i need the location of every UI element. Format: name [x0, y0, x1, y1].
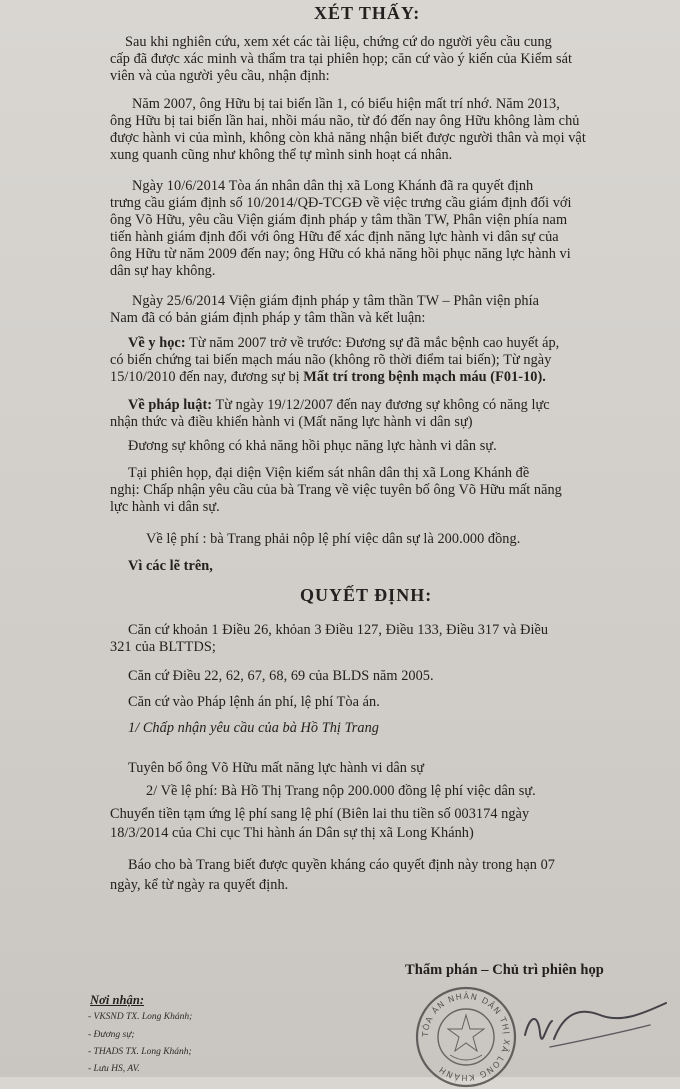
recipient-item: - Đương sự;	[88, 1030, 135, 1040]
recipient-item: - Lưu HS, AV.	[88, 1064, 140, 1074]
diagnosis: Mất trí trong bệnh mạch máu (F01-10).	[303, 369, 546, 385]
paragraph-fee: Về lệ phí : bà Trang phải nộp lệ phí việc dân sự là 200.000 đồng.	[146, 531, 521, 547]
paragraph-no-recovery: Đương sự không có khả năng hồi phục năng lực hành vi dân sự.	[128, 438, 497, 454]
decision-item-1: 1/ Chấp nhận yêu cầu của bà Hồ Thị Trang	[128, 720, 380, 736]
text-line: ngày, kể từ ngày ra quyết định.	[110, 877, 289, 893]
text-line: tiến hành giám định đối với ông Hữu để xác định năng lực hành vi dân sự của	[110, 229, 559, 245]
text-line: ông Võ Hữu, yêu cầu Viện giám định pháp y tâm thần TW, Phân viện phía nam	[110, 212, 568, 228]
recipient-item: - THADS TX. Long Khánh;	[88, 1047, 192, 1057]
label-legal: Về pháp luật:	[128, 397, 213, 413]
text-line: 18/3/2014 của Chi cục Thi hành án Dân sự thị xã Long Khánh)	[110, 825, 474, 841]
text-line: Sau khi nghiên cứu, xem xét các tài liệu, chứng cứ do người yêu cầu cung	[125, 34, 552, 50]
svg-text:TÒA ÁN NHÂN DÂN THỊ XÃ LONG KH	[420, 990, 512, 1084]
text-line: nghị: Chấp nhận yêu cầu của bà Trang về việc tuyên bố ông Võ Hữu mất năng	[110, 482, 562, 498]
text-line	[128, 397, 550, 414]
paragraph-reasons: Vì các lẽ trên,	[128, 558, 213, 574]
decision-basis-3: Căn cứ vào Pháp lệnh án phí, lệ phí Tòa án.	[128, 694, 380, 710]
text-line: Nam đã có bản giám định pháp y tâm thần và kết luận:	[110, 310, 426, 326]
heading-quyet-dinh: QUYẾT ĐỊNH:	[300, 585, 433, 605]
text-line: 2/ Về lệ phí: Bà Hồ Thị Trang nộp 200.000 đồng lệ phí việc dân sự.	[146, 783, 536, 799]
recipients-title: Nơi nhận:	[90, 993, 145, 1007]
text-line: được hành vi của mình, không còn khả năng nhận biết được người thân và mọi vật	[110, 130, 586, 146]
text-line: 321 của BLTTDS;	[110, 639, 216, 655]
text-line: nhận thức và điều khiển hành vi (Mất năng lực hành vi dân sự)	[110, 414, 473, 430]
text-line: viên và của người yêu cầu, nhận định:	[110, 68, 330, 84]
text-line: cấp đã được xác minh và thẩm tra tại phiên họp; căn cứ vào ý kiến của Kiểm sát	[110, 51, 573, 67]
recipient-item: - VKSND TX. Long Khánh;	[88, 1012, 193, 1022]
text-line: lực hành vi dân sự.	[110, 499, 220, 515]
text-span: Từ ngày 19/12/2007 đến nay đương sự không có năng lực	[212, 397, 550, 413]
text-line: xung quanh cũng như không thể tự mình sinh hoạt cá nhân.	[110, 147, 453, 163]
text-line: Năm 2007, ông Hữu bị tai biến lần 1, có biểu hiện mất trí nhớ. Năm 2013,	[132, 96, 560, 112]
text-line	[128, 335, 559, 352]
text-span: 15/10/2010 đến nay, đương sự bị	[110, 369, 304, 385]
text-line: ông Hữu bị tai biến lần hai, nhồi máu não, từ đó đến nay ông Hữu không làm chủ	[110, 113, 580, 129]
text-line: có biến chứng tai biến mạch máu não (không rõ thời điểm tai biến); Từ ngày	[110, 352, 552, 368]
decision-basis-2: Căn cứ Điều 22, 62, 67, 68, 69 của BLDS năm 2005.	[128, 668, 434, 684]
text-span: Từ năm 2007 trở về trước: Đương sự đã mắc bệnh cao huyết áp,	[185, 335, 560, 351]
judge-signature	[520, 995, 670, 1065]
text-line: Ngày 10/6/2014 Tòa án nhân dân thị xã Long Khánh đã ra quyết định	[132, 178, 534, 194]
heading-xet-thay: XÉT THẤY:	[314, 3, 421, 23]
text-line: Báo cho bà Trang biết được quyền kháng cáo quyết định này trong hạn 07	[128, 857, 555, 873]
label-medical: Về y học:	[128, 335, 186, 351]
signer-title: Thẩm phán – Chủ trì phiên họp	[405, 962, 604, 978]
court-seal-stamp	[414, 985, 518, 1089]
text-line: Tại phiên họp, đại diện Viện kiểm sát nhân dân thị xã Long Khánh đề	[128, 465, 530, 481]
text-line: Căn cứ khoản 1 Điều 26, khỏan 3 Điều 127, Điều 133, Điều 317 và Điều	[128, 622, 549, 638]
text-line: trưng cầu giám định số 10/2014/QĐ-TCGĐ về việc trưng cầu giám định đối với	[110, 195, 572, 211]
text-line	[110, 369, 546, 386]
decision-declaration: Tuyên bố ông Võ Hữu mất năng lực hành vi dân sự	[128, 760, 425, 776]
text-line: Ngày 25/6/2014 Viện giám định pháp y tâm thần TW – Phân viện phía	[132, 293, 540, 309]
seal-text: TÒA ÁN NHÂN DÂN THỊ XÃ LONG KHÁNH	[419, 990, 513, 1084]
text-line: dân sự hay không.	[110, 263, 216, 279]
text-line: Chuyển tiền tạm ứng lệ phí sang lệ phí (Biên lai thu tiền số 003174 ngày	[110, 806, 530, 822]
text-line: ông Hữu từ năm 2009 đến nay; ông Hữu có khả năng hồi phục năng lực hành vi	[110, 246, 571, 262]
